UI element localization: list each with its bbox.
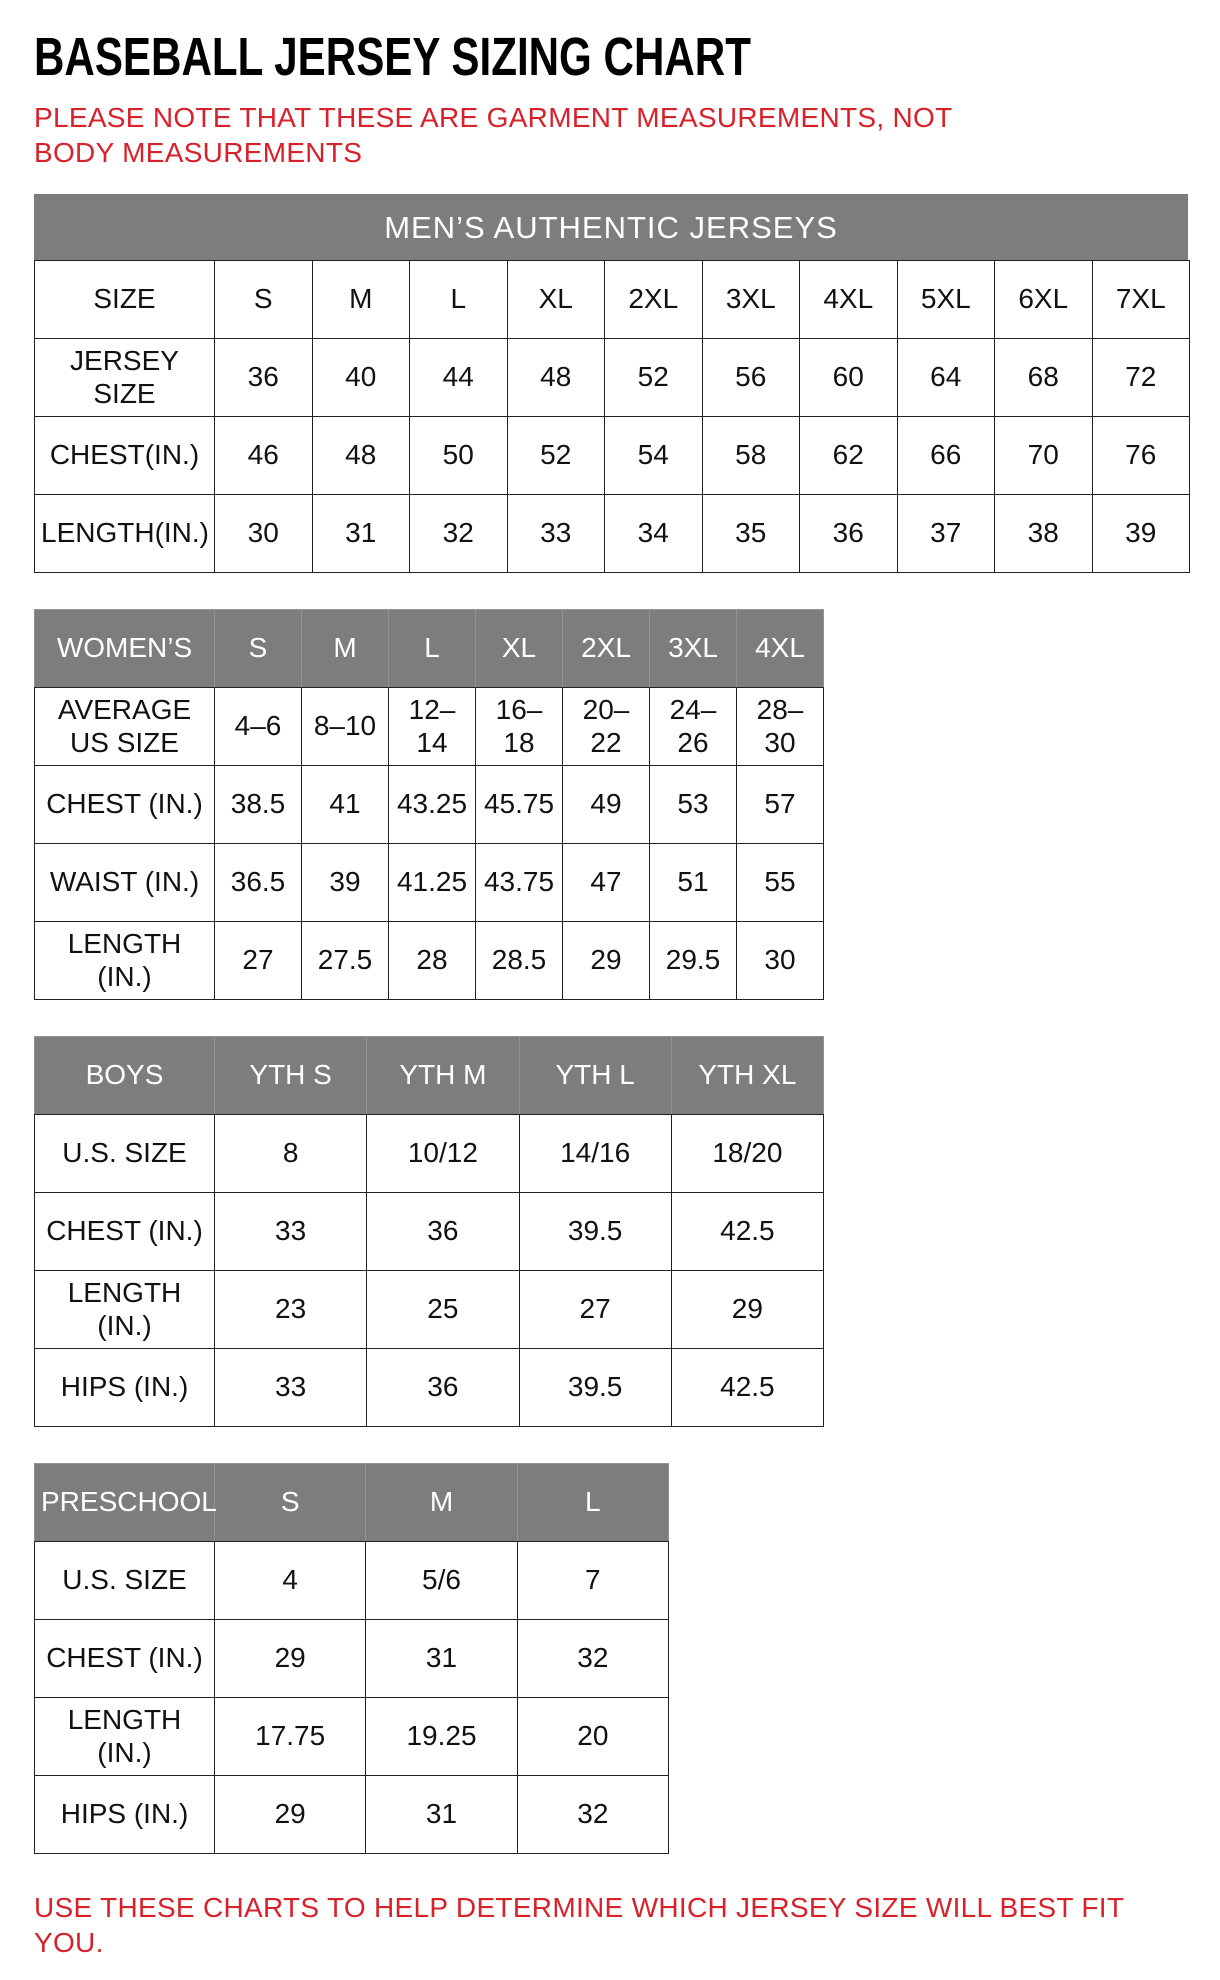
column-header: 5XL xyxy=(897,261,995,339)
cell-value: 34 xyxy=(605,495,703,573)
cell-value: 29 xyxy=(563,922,650,1000)
fit-advice-note: USE THESE CHARTS TO HELP DETERMINE WHICH JERSEY SIZE WILL BEST FIT YOU. xyxy=(34,1892,1124,1958)
cell-value: 36 xyxy=(367,1193,519,1271)
boys-size-grid xyxy=(34,1036,824,1427)
column-header: 2XL xyxy=(563,610,650,688)
cell-value: 66 xyxy=(897,417,995,495)
header-row xyxy=(35,610,824,688)
cell-value: 39.5 xyxy=(519,1349,671,1427)
cell-value: 25 xyxy=(367,1271,519,1349)
column-header: YTH XL xyxy=(671,1037,823,1115)
row-label: U.S. SIZE xyxy=(35,1542,215,1620)
table-row xyxy=(35,1776,669,1854)
preschool-size-grid xyxy=(34,1463,669,1854)
row-label: CHEST (IN.) xyxy=(35,1193,215,1271)
cell-value: 40 xyxy=(312,339,410,417)
cell-value: 36.5 xyxy=(215,844,302,922)
column-header: 3XL xyxy=(702,261,800,339)
row-label: LENGTH (IN.) xyxy=(35,1698,215,1776)
cell-value: 48 xyxy=(312,417,410,495)
cell-value: 23 xyxy=(215,1271,367,1349)
cell-value: 29 xyxy=(671,1271,823,1349)
cell-value: 43.25 xyxy=(389,766,476,844)
column-header: M xyxy=(312,261,410,339)
table-row xyxy=(35,844,824,922)
table-row xyxy=(35,1620,669,1698)
row-label: CHEST (IN.) xyxy=(35,766,215,844)
cell-value: 33 xyxy=(215,1193,367,1271)
cell-value: 51 xyxy=(650,844,737,922)
cell-value: 37 xyxy=(897,495,995,573)
cell-value: 8 xyxy=(215,1115,367,1193)
cell-value: 29 xyxy=(215,1776,366,1854)
table-row xyxy=(35,339,1190,417)
cell-value: 38.5 xyxy=(215,766,302,844)
cell-value: 54 xyxy=(605,417,703,495)
cell-value: 35 xyxy=(702,495,800,573)
cell-value: 29 xyxy=(215,1620,366,1698)
cell-value: 60 xyxy=(800,339,898,417)
cell-value: 57 xyxy=(737,766,824,844)
cell-value: 52 xyxy=(507,417,605,495)
mens-size-grid xyxy=(34,260,1190,573)
cell-value: 31 xyxy=(366,1620,517,1698)
cell-value: 27 xyxy=(215,922,302,1000)
cell-value: 5/6 xyxy=(366,1542,517,1620)
cell-value: 19.25 xyxy=(366,1698,517,1776)
cell-value: 17.75 xyxy=(215,1698,366,1776)
row-label: WAIST (IN.) xyxy=(35,844,215,922)
column-header: XL xyxy=(476,610,563,688)
cell-value: 31 xyxy=(366,1776,517,1854)
cell-value: 47 xyxy=(563,844,650,922)
column-header: 7XL xyxy=(1092,261,1190,339)
cell-value: 52 xyxy=(605,339,703,417)
cell-value: 33 xyxy=(507,495,605,573)
column-header: S xyxy=(215,261,313,339)
cell-value: 41.25 xyxy=(389,844,476,922)
cell-value: 72 xyxy=(1092,339,1190,417)
cell-value: 27.5 xyxy=(302,922,389,1000)
cell-value: 44 xyxy=(410,339,508,417)
column-header: 4XL xyxy=(737,610,824,688)
table-row xyxy=(35,1193,824,1271)
cell-value: 12–14 xyxy=(389,688,476,766)
table-row xyxy=(35,417,1190,495)
cell-value: 30 xyxy=(737,922,824,1000)
header-row xyxy=(35,261,1190,339)
row-label-header: WOMEN’S xyxy=(35,610,215,688)
table-row xyxy=(35,495,1190,573)
cell-value: 76 xyxy=(1092,417,1190,495)
row-label-header: PRESCHOOL xyxy=(35,1464,215,1542)
table-row xyxy=(35,1349,824,1427)
cell-value: 28–30 xyxy=(737,688,824,766)
header-row xyxy=(35,1037,824,1115)
column-header: YTH M xyxy=(367,1037,519,1115)
cell-value: 30 xyxy=(215,495,313,573)
column-header: YTH L xyxy=(519,1037,671,1115)
womens-jerseys-table xyxy=(34,609,1188,1000)
table-row xyxy=(35,1271,824,1349)
table-row xyxy=(35,922,824,1000)
cell-value: 68 xyxy=(995,339,1093,417)
cell-value: 42.5 xyxy=(671,1193,823,1271)
cell-value: 42.5 xyxy=(671,1349,823,1427)
row-label: AVERAGE US SIZE xyxy=(35,688,215,766)
cell-value: 55 xyxy=(737,844,824,922)
cell-value: 4–6 xyxy=(215,688,302,766)
cell-value: 50 xyxy=(410,417,508,495)
table-row xyxy=(35,766,824,844)
cell-value: 28 xyxy=(389,922,476,1000)
cell-value: 20–22 xyxy=(563,688,650,766)
column-header: XL xyxy=(507,261,605,339)
cell-value: 14/16 xyxy=(519,1115,671,1193)
preschool-jerseys-table xyxy=(34,1463,1188,1854)
column-header: 6XL xyxy=(995,261,1093,339)
row-label: CHEST (IN.) xyxy=(35,1620,215,1698)
column-header: L xyxy=(410,261,508,339)
column-header: 2XL xyxy=(605,261,703,339)
cell-value: 64 xyxy=(897,339,995,417)
cell-value: 45.75 xyxy=(476,766,563,844)
column-header: S xyxy=(215,610,302,688)
row-label-header: BOYS xyxy=(35,1037,215,1115)
cell-value: 32 xyxy=(517,1620,668,1698)
column-header: L xyxy=(517,1464,668,1542)
column-header: M xyxy=(302,610,389,688)
cell-value: 48 xyxy=(507,339,605,417)
cell-value: 39 xyxy=(302,844,389,922)
column-header: 3XL xyxy=(650,610,737,688)
cell-value: 56 xyxy=(702,339,800,417)
row-label: U.S. SIZE xyxy=(35,1115,215,1193)
row-label: JERSEY SIZE xyxy=(35,339,215,417)
cell-value: 46 xyxy=(215,417,313,495)
womens-size-grid xyxy=(34,609,824,1000)
cell-value: 39.5 xyxy=(519,1193,671,1271)
cell-value: 20 xyxy=(517,1698,668,1776)
table-row xyxy=(35,1115,824,1193)
mens-banner: MEN’S AUTHENTIC JERSEYS xyxy=(34,194,1188,260)
row-label: HIPS (IN.) xyxy=(35,1349,215,1427)
cell-value: 24–26 xyxy=(650,688,737,766)
cell-value: 29.5 xyxy=(650,922,737,1000)
row-label: LENGTH(IN.) xyxy=(35,495,215,573)
mens-jerseys-table xyxy=(34,194,1188,573)
row-label: HIPS (IN.) xyxy=(35,1776,215,1854)
garment-measurement-note: PLEASE NOTE THAT THESE ARE GARMENT MEASUREMENTS, NOT BODY MEASUREMENTS xyxy=(34,102,953,168)
table-row xyxy=(35,1542,669,1620)
cell-value: 33 xyxy=(215,1349,367,1427)
page-title: BASEBALL JERSEY SIZING CHART xyxy=(34,27,751,87)
cell-value: 10/12 xyxy=(367,1115,519,1193)
cell-value: 31 xyxy=(312,495,410,573)
column-header: S xyxy=(215,1464,366,1542)
boys-jerseys-table xyxy=(34,1036,1188,1427)
table-row xyxy=(35,1698,669,1776)
header-row xyxy=(35,1464,669,1542)
row-label-header: SIZE xyxy=(35,261,215,339)
row-label: LENGTH (IN.) xyxy=(35,1271,215,1349)
cell-value: 58 xyxy=(702,417,800,495)
column-header: L xyxy=(389,610,476,688)
cell-value: 7 xyxy=(517,1542,668,1620)
row-label: CHEST(IN.) xyxy=(35,417,215,495)
cell-value: 18/20 xyxy=(671,1115,823,1193)
column-header: M xyxy=(366,1464,517,1542)
cell-value: 38 xyxy=(995,495,1093,573)
cell-value: 36 xyxy=(800,495,898,573)
cell-value: 70 xyxy=(995,417,1093,495)
cell-value: 49 xyxy=(563,766,650,844)
cell-value: 16–18 xyxy=(476,688,563,766)
table-row xyxy=(35,688,824,766)
cell-value: 36 xyxy=(215,339,313,417)
cell-value: 39 xyxy=(1092,495,1190,573)
cell-value: 41 xyxy=(302,766,389,844)
cell-value: 28.5 xyxy=(476,922,563,1000)
cell-value: 36 xyxy=(367,1349,519,1427)
column-header: YTH S xyxy=(215,1037,367,1115)
cell-value: 27 xyxy=(519,1271,671,1349)
cell-value: 43.75 xyxy=(476,844,563,922)
column-header: 4XL xyxy=(800,261,898,339)
cell-value: 32 xyxy=(517,1776,668,1854)
row-label: LENGTH (IN.) xyxy=(35,922,215,1000)
cell-value: 8–10 xyxy=(302,688,389,766)
cell-value: 53 xyxy=(650,766,737,844)
cell-value: 32 xyxy=(410,495,508,573)
cell-value: 62 xyxy=(800,417,898,495)
cell-value: 4 xyxy=(215,1542,366,1620)
